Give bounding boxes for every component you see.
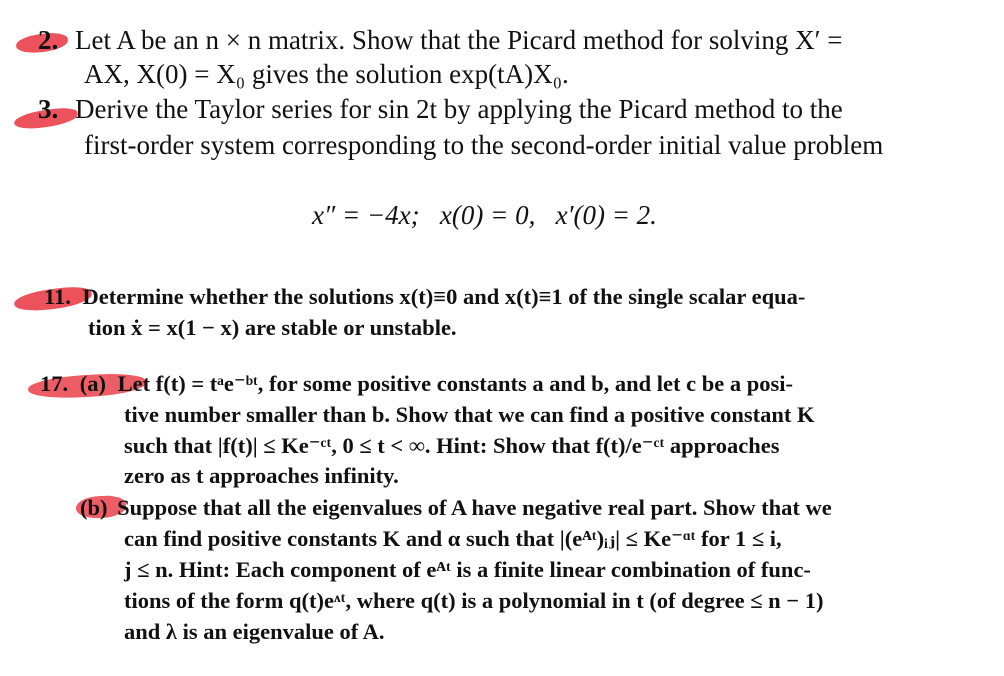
problem-11-line-2: tion ẋ = x(1 − x) are stable or unstable. — [88, 315, 457, 340]
problem-2-line-2: AX, X(0) = X₀ gives the solution exp(tA)X₀. — [84, 59, 569, 89]
problem-17b-line-5: and λ is an eigenvalue of A. — [124, 619, 385, 644]
problem-17-line-1 — [40, 371, 793, 397]
problem-11-line-1 — [44, 284, 805, 310]
problem-17a-text-1: Let f(t) = tᵃe⁻ᵇᵗ, for some positive constants a and b, and let c be a posi- — [117, 371, 794, 396]
problem-3-text-1: Derive the Taylor series for sin 2t by applying the Picard method to the — [75, 94, 843, 124]
problem-17-number: 17. — [40, 371, 69, 396]
problem-11-number: 11. — [44, 284, 71, 309]
problem-2-number: 2. — [38, 25, 59, 55]
problem-3-line-1 — [38, 94, 843, 125]
problem-17b-line-4: tions of the form q(t)eᶺᵗ, where q(t) is a polynomial in t (of degree ≤ n − 1) — [124, 588, 824, 613]
problem-17b-line-3: j ≤ n. Hint: Each component of eᴬᵗ is a finite linear combination of func- — [124, 557, 811, 582]
problem-3-line-2: first-order system corresponding to the second-order initial value problem — [84, 130, 884, 160]
problem-17a-line-2: tive number smaller than b. Show that we can find a positive constant K — [124, 402, 815, 427]
problem-2-text-1: Let A be an n × n matrix. Show that the Picard method for solving X′ = — [75, 25, 843, 55]
problem-17a-line-3: such that |f(t)| ≤ Ke⁻ᶜᵗ, 0 ≤ t < ∞. Hint: Show that f(t)/e⁻ᶜᵗ approaches — [124, 433, 780, 458]
problem-17b-text-1: Suppose that all the eigenvalues of A have negative real part. Show that we — [117, 495, 832, 520]
problem-17a-label: (a) — [79, 371, 106, 396]
problem-17b-label: (b) — [80, 495, 108, 520]
problem-17a-line-4: zero as t approaches infinity. — [124, 463, 399, 488]
problem-17b-line-1 — [80, 495, 832, 521]
problem-3-equation: x″ = −4x; x(0) = 0, x′(0) = 2. — [312, 200, 657, 230]
problem-2-line-1 — [38, 25, 843, 56]
problem-17b-line-2: can find positive constants K and α such that |(eᴬᵗ)ᵢⱼ| ≤ Ke⁻ᵅᵗ for 1 ≤ i, — [124, 526, 782, 551]
problem-3-number: 3. — [38, 94, 59, 124]
problem-11-text-1: Determine whether the solutions x(t)≡0 and x(t)≡1 of the single scalar equa- — [82, 284, 806, 309]
